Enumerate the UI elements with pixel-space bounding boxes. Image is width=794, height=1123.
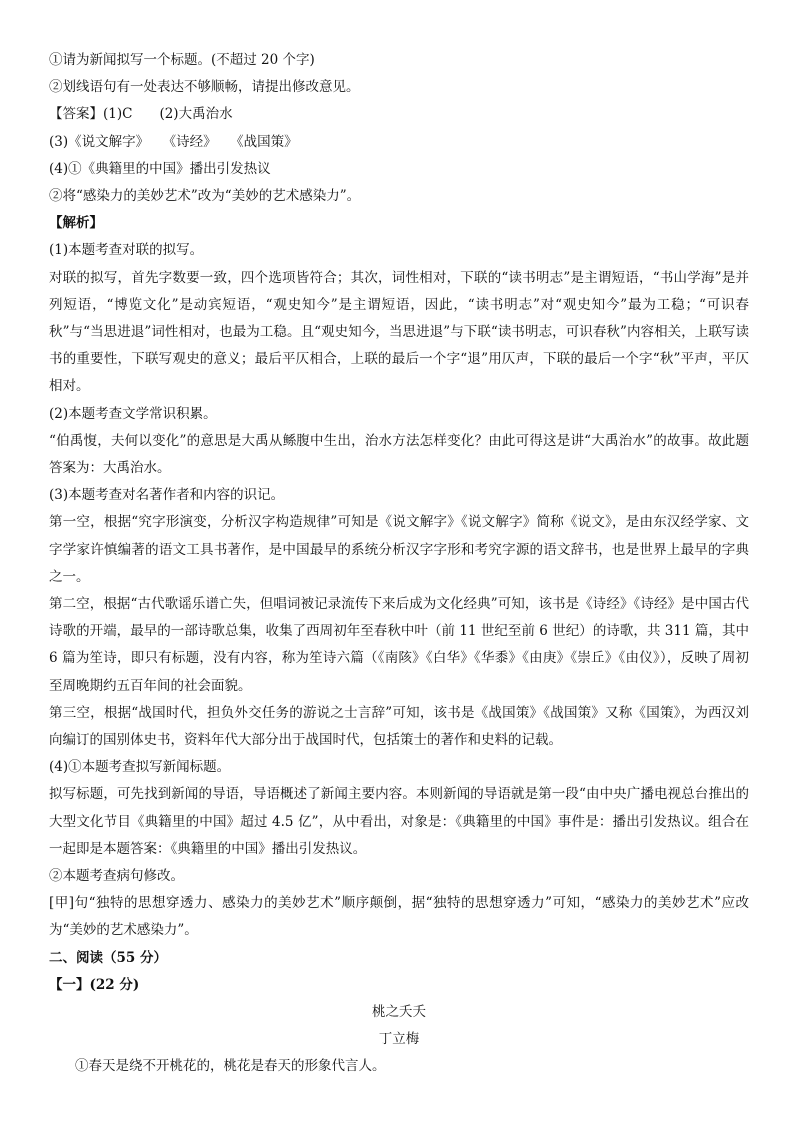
analysis-heading: 【解析】 <box>49 215 103 232</box>
article-author: 丁立梅 <box>378 1031 420 1048</box>
answer-line-1: 【答案】(1)C (2)大禹治水 <box>49 106 233 123</box>
analysis-q3-paragraph-1: 第一空，根据“究字形演变，分析汉字构造规律”可知是《说文解字》《说文解字》简称《说文》，是由东汉经学家、文字学家许慎编著的语文工具书著作，是中国最早的系统分析汉字字形和考究字源的语文辞书，也是世界上最早的字典之一。 <box>49 514 749 585</box>
article-title: 桃之夭夭 <box>372 1003 426 1020</box>
question-1-prompt: ①请为新闻拟写一个标题。(不超过 20 个字) <box>49 52 315 68</box>
section-heading: 二、阅读（55 分） <box>49 949 167 966</box>
article-first-paragraph: ①春天是绕不开桃花的，桃花是春天的形象代言人。 <box>75 1058 386 1075</box>
analysis-q4b-paragraph: [甲]句“独特的思想穿透力、感染力的美妙艺术”顺序颠倒，据“独特的思想穿透力”可知，“感染力的美妙艺术”应改为“美妙的艺术感染力”。 <box>49 895 749 939</box>
analysis-q2-paragraph: “伯禹愎，夫何以变化”的意思是大禹从鲧腹中生出，治水方法怎样变化？由此可得这是讲“大禹治水”的故事。故此题答案为：大禹治水。 <box>49 432 749 476</box>
answer-line-2: (3)《说文解字》 《诗经》 《战国策》 <box>49 133 298 150</box>
question-2-prompt: ②划线语句有一处表达不够顺畅，请提出修改意见。 <box>49 79 360 96</box>
analysis-q3-title: (3)本题考查对名著作者和内容的识记。 <box>49 487 285 504</box>
analysis-q4-title: (4)①本题考查拟写新闻标题。 <box>49 759 231 776</box>
answer-line-4: ②将“感染力的美妙艺术”改为“美妙的艺术感染力”。 <box>49 187 361 204</box>
analysis-q1-paragraph: 对联的拟写，首先字数要一致，四个选项皆符合；其次，词性相对，下联的“读书明志”是主谓短语，“书山学海”是并列短语，“博览文化”是动宾短语，“观史知今”是主谓短语，因此，“读书明志”对“观史知今”最为工稳；“可识春秋”与“当思进退”词性相对，也最为工稳。且“观史知今，当思进退”与下联“读书明志，可识春秋”内容相关，上联写读书的重要性，下联写观史的意义；最后平仄相合，上联的最后一个字“退”用仄声，下联的最后一个字“秋”平声，平仄相对。 <box>49 269 749 395</box>
subsection-heading: 【一】(22 分) <box>49 976 140 993</box>
document-content <box>49 47 749 1080</box>
analysis-q4b-title: ②本题考查病句修改。 <box>49 867 184 884</box>
analysis-q2-title: (2)本题考查文学常识积累。 <box>49 405 217 422</box>
analysis-q3-paragraph-3: 第三空，根据“战国时代，担负外交任务的游说之士言辞”可知，该书是《战国策》《战国策》又称《国策》，为西汉刘向编订的国别体史书，资料年代大部分出于战国时代，包括策士的著作和史料的记载。 <box>49 704 749 748</box>
analysis-q3-paragraph-2: 第二空，根据“古代歌谣乐谱亡失，但唱词被记录流传下来后成为文化经典”可知，该书是《诗经》《诗经》是中国古代诗歌的开端，最早的一部诗歌总集，收集了西周初年至春秋中叶（前 11 世纪至前 6 世纪）的诗歌，共 311 篇，其中 6 篇为笙诗，即只有标题，没有内容，称为笙诗六篇（《南陔》《白华》《华黍》《由庚》《崇丘》《由仪》），反映了周初至周晚期约五百年间的社会面貌。 <box>49 595 749 694</box>
answer-line-3: (4)①《典籍里的中国》播出引发热议 <box>49 160 271 177</box>
analysis-q4-paragraph: 拟写标题，可先找到新闻的导语，导语概述了新闻主要内容。本则新闻的导语就是第一段“由中央广播电视总台推出的大型文化节目《典籍里的中国》超过 4.5 亿”，从中看出，对象是：《典籍里的中国》事件是：播出引发热议。组合在一起即是本题答案：《典籍里的中国》播出引发热议。 <box>49 786 749 857</box>
analysis-q1-title: (1)本题考查对联的拟写。 <box>49 242 204 259</box>
